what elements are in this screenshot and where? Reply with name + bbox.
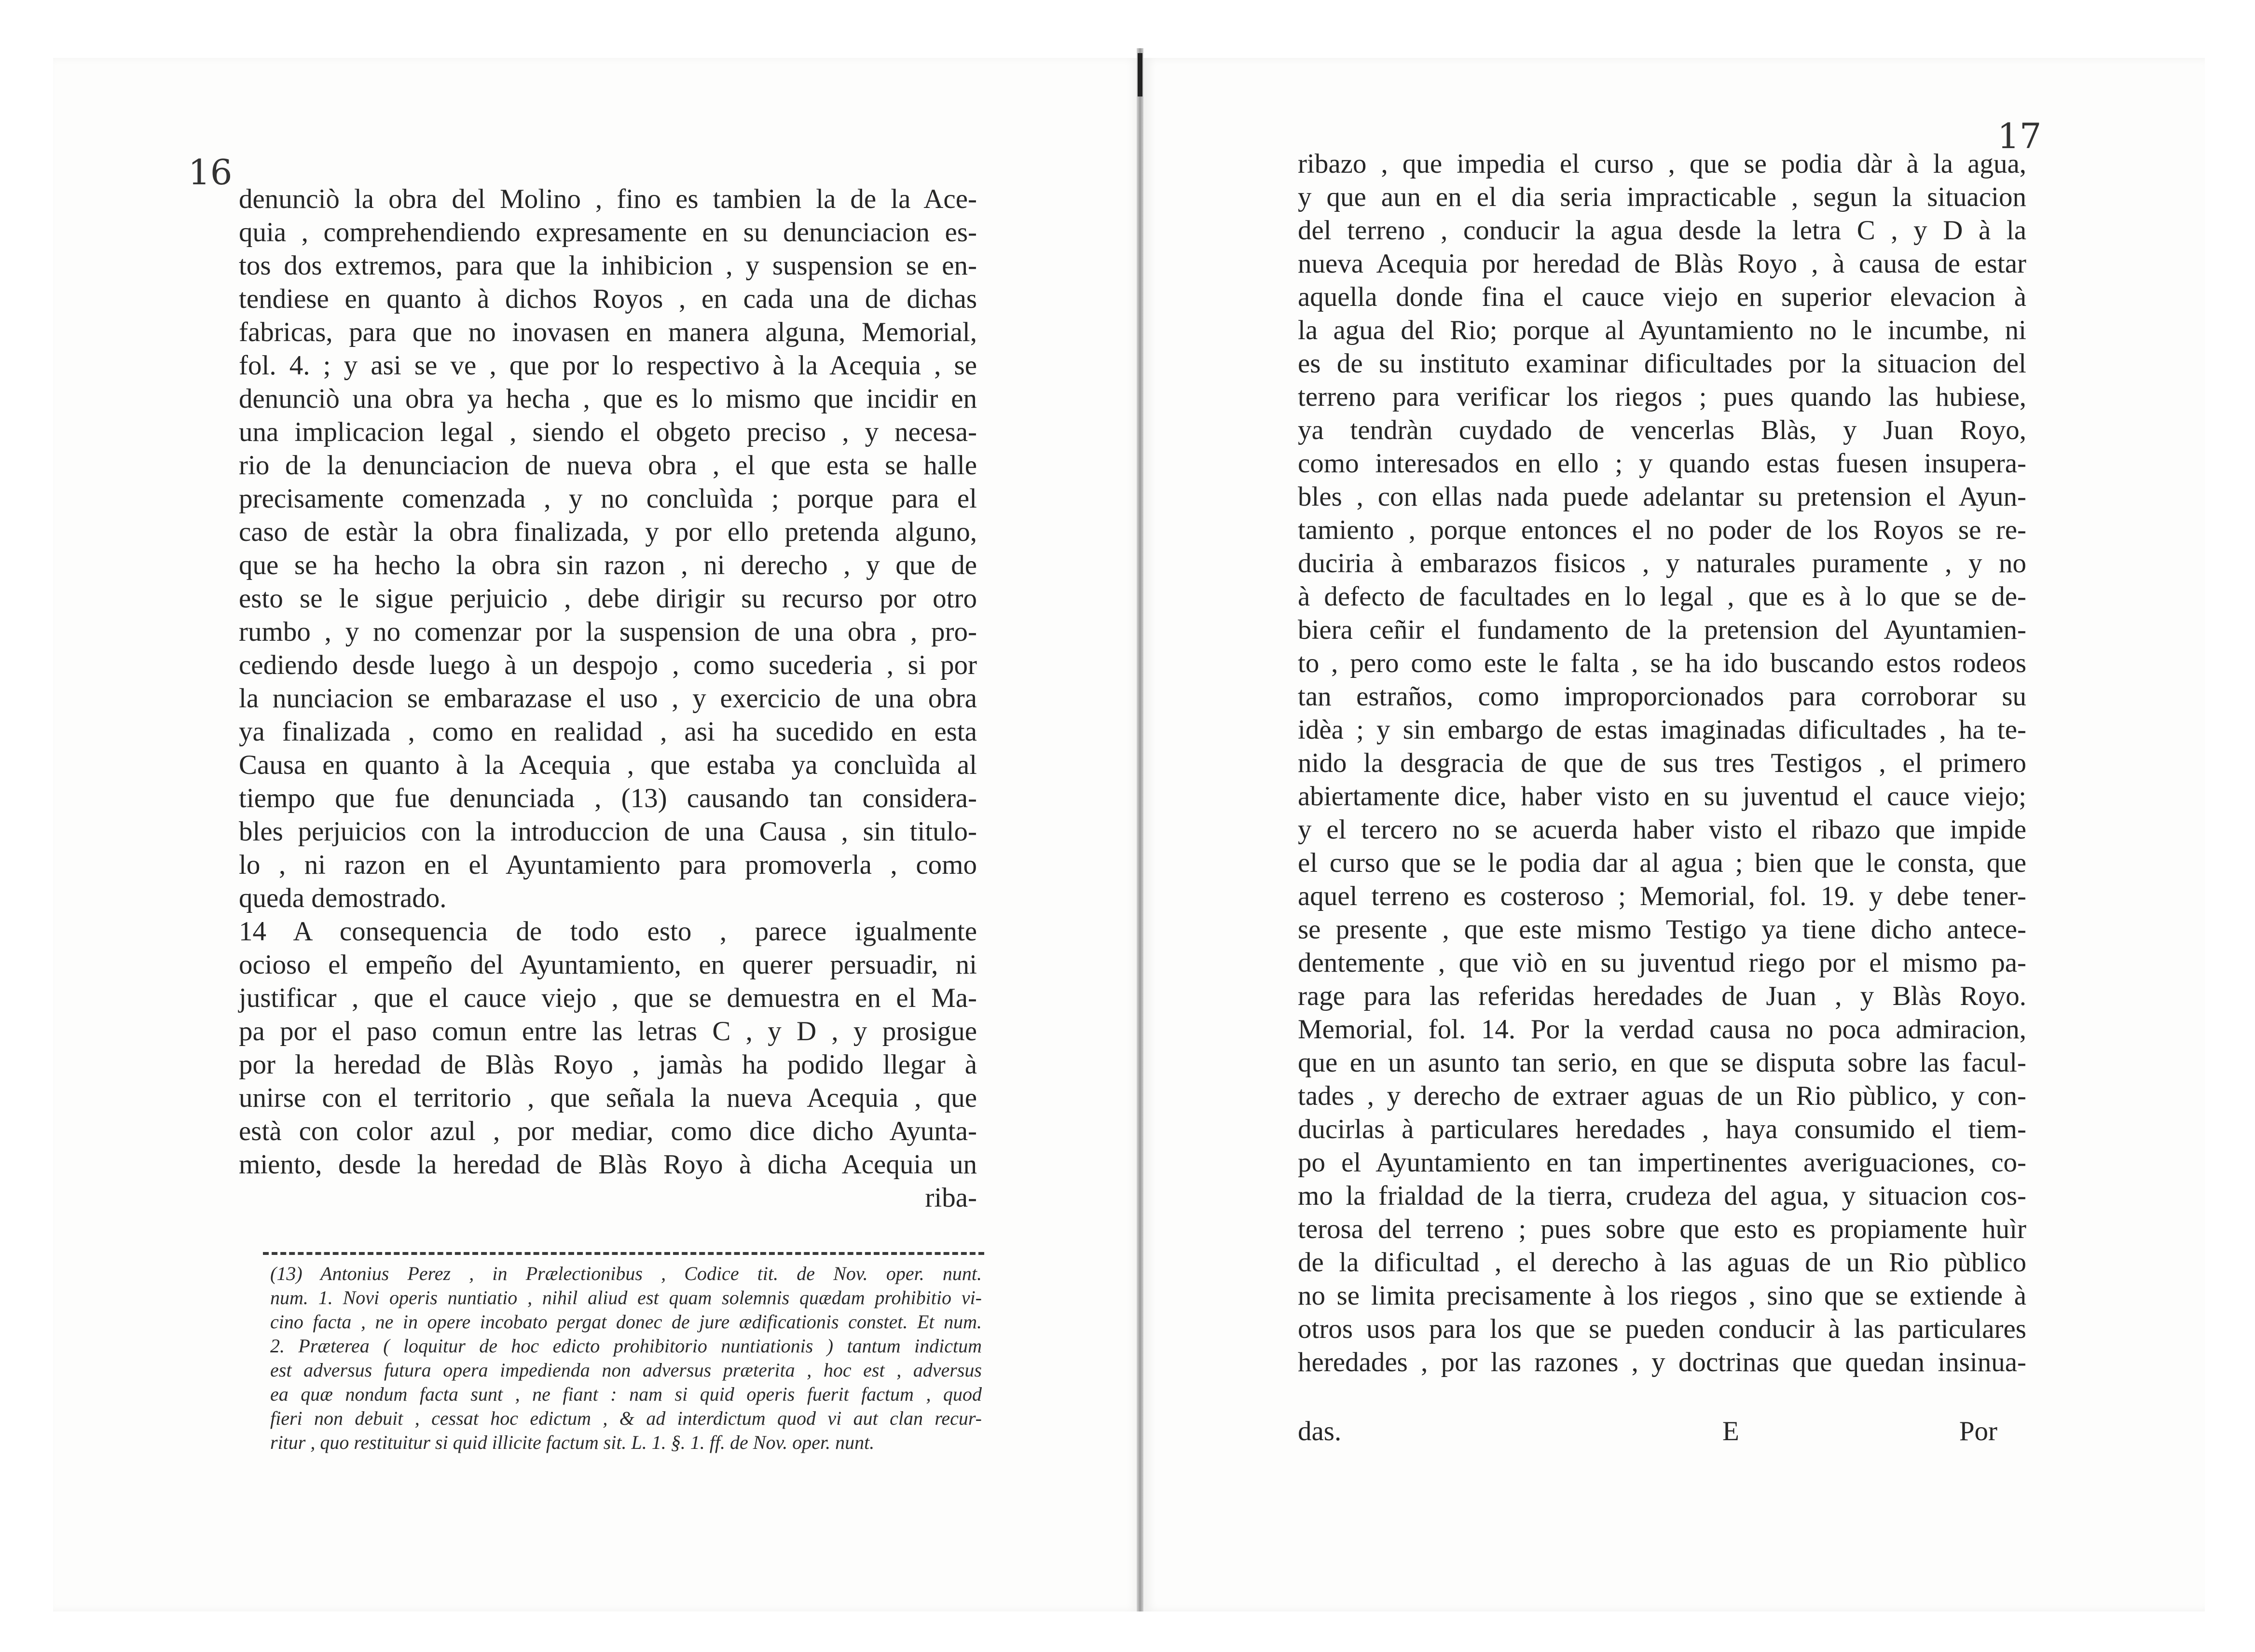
text-line: Memorial, fol. 14. Por la verdad causa no poca admiracion, xyxy=(1298,1014,2026,1045)
text-line: unirse con el territorio , que señala la nueva Acequia , que xyxy=(239,1083,977,1113)
text-line: la agua del Rio; porque al Ayuntamiento no le incumbe, ni xyxy=(1298,315,2026,345)
text-line: 14 A consequencia de todo esto , parece igualmente xyxy=(239,916,977,947)
text-line: bles perjuicios con la introduccion de una Causa , sin titulo- xyxy=(239,816,977,847)
text-line: po el Ayuntamiento en tan impertinentes averiguaciones, co- xyxy=(1298,1147,2026,1178)
text-line: tendiese en quanto à dichos Royos , en cada una de dichas xyxy=(239,284,977,314)
text-line: fabricas, para que no inovasen en manera alguna, Memorial, xyxy=(239,317,977,347)
text-line: to , pero como este le falta , se ha ido buscando estos rodeos xyxy=(1298,648,2026,678)
text-line: la nunciacion se embarazase el uso , y exercicio de una obra xyxy=(239,683,977,714)
text-line: que en un asunto tan serio, en que se disputa sobre las facul- xyxy=(1298,1047,2026,1078)
text-line: del terreno , conducir la agua desde la letra C , y D à la xyxy=(1298,215,2026,246)
text-line: rage para las referidas heredades de Juan , y Blàs Royo. xyxy=(1298,981,2026,1011)
text-line: rio de la denunciacion de nueva obra , el que esta se halle xyxy=(239,450,977,481)
text-line: terosa del terreno ; pues sobre que esto es propiamente huìr xyxy=(1298,1214,2026,1244)
text-line: el curso que se le podia dar al agua ; bien que le consta, que xyxy=(1298,848,2026,878)
text-line: nido la desgracia de que de sus tres Testigos , el primero xyxy=(1298,748,2026,778)
text-line: idèa ; y sin embargo de estas imaginadas dificultades , ha te- xyxy=(1298,715,2026,745)
text-line: ducirlas à particulares heredades , haya consumido el tiem- xyxy=(1298,1114,2026,1144)
spine-mark xyxy=(1138,53,1142,96)
text-line: justificar , que el cauce viejo , que se demuestra en el Ma- xyxy=(239,983,977,1013)
text-line: no se limita precisamente à los riegos , sino que se extiende à xyxy=(1298,1280,2026,1311)
text-line: mo la frialdad de la tierra, crudeza del agua, y situacion cos- xyxy=(1298,1181,2026,1211)
text-line: quia , comprehendiendo expresamente en su denunciacion es- xyxy=(239,217,977,248)
text-line: precisamente comenzada , y no concluìda ; porque para el xyxy=(239,483,977,514)
text-line: tos dos extremos, para que la inhibicion , y suspension se en- xyxy=(239,250,977,281)
text-line: de la dificultad , el derecho à las aguas de un Rio pùblico xyxy=(1298,1247,2026,1278)
text-line: rumbo , y no comenzar por la suspension de una obra , pro- xyxy=(239,617,977,647)
text-line: tiempo que fue denunciada , (13) causando tan considera- xyxy=(239,783,977,813)
text-line: miento, desde la heredad de Blàs Royo à dicha Acequia un xyxy=(239,1149,977,1180)
left-page-number: 16 xyxy=(188,152,233,193)
footnote-line: num. 1. Novi operis nuntiatio , nihil aliud est quam solemnis quædam prohibitio vi- xyxy=(270,1287,982,1308)
text-line: denunciò la obra del Molino , fino es tambien la de la Ace- xyxy=(239,184,977,214)
text-line: caso de estàr la obra finalizada, y por ello pretenda alguno, xyxy=(239,517,977,547)
text-line: ya tendràn cuydado de vencerlas Blàs, y Juan Royo, xyxy=(1298,415,2026,445)
text-line: ya finalizada , como en realidad , asi ha sucedido en esta xyxy=(239,716,977,747)
text-line: tades , y derecho de extraer aguas de un Rio pùblico, y con- xyxy=(1298,1081,2026,1111)
text-line: se presente , que este mismo Testigo ya tiene dicho antece- xyxy=(1298,914,2026,945)
text-line: es de su instituto examinar dificultades por la situacion del xyxy=(1298,348,2026,379)
footnote-rule xyxy=(263,1252,984,1255)
text-line: duciria à embarazos fisicos , y naturales puramente , y no xyxy=(1298,548,2026,578)
footnote xyxy=(270,1262,982,1455)
text-line: heredades , por las razones , y doctrinas que quedan insinua- xyxy=(1298,1347,2026,1377)
catchword-right: Por xyxy=(1959,1416,1997,1446)
right-page-number: 17 xyxy=(1997,116,2042,156)
right-page-body xyxy=(1298,147,2026,1379)
text-line: otros usos para los que se pueden conducir à las particulares xyxy=(1298,1314,2026,1344)
catchword-left: riba- xyxy=(925,1183,977,1213)
text-line: pa por el paso comun entre las letras C , y D , y prosigue xyxy=(239,1016,977,1046)
signature-mark: E xyxy=(1722,1416,1739,1446)
text-line: como interesados en ello ; y quando estas fuesen insupera- xyxy=(1298,448,2026,479)
text-line: terreno para verificar los riegos ; pues quando las hubiese, xyxy=(1298,382,2026,412)
footnote-line: (13) Antonius Perez , in Prælectionibus , Codice tit. de Nov. oper. nunt. xyxy=(270,1263,982,1284)
text-line: Causa en quanto à la Acequia , que estaba ya concluìda al xyxy=(239,750,977,780)
text-line: y el tercero no se acuerda haber visto el ribazo que impide xyxy=(1298,814,2026,845)
text-line: tan estraños, como improporcionados para corroborar su xyxy=(1298,681,2026,712)
text-line: biera ceñir el fundamento de la pretension del Ayuntamien- xyxy=(1298,615,2026,645)
book-gutter xyxy=(1137,48,1143,1611)
text-line: ribazo , que impedia el curso , que se podia dàr à la agua, xyxy=(1298,149,2026,179)
footnote-line: cino facta , ne in opere incobato pergat donec de jure ædificationis constet. Et num. xyxy=(270,1311,982,1333)
text-line: denunciò una obra ya hecha , que es lo mismo que incidir en xyxy=(239,384,977,414)
text-line: esto se le sigue perjuicio , debe dirigir su recurso por otro xyxy=(239,583,977,614)
text-line: à defecto de facultades en lo legal , que es à lo que se de- xyxy=(1298,581,2026,612)
left-page-body xyxy=(239,182,977,1214)
footnote-line: fieri non debuit , cessat hoc edictum , & ad interdictum quod vi aut clan recur- xyxy=(270,1407,982,1429)
text-line: lo , ni razon en el Ayuntamiento para promoverla , como xyxy=(239,850,977,880)
footnote-line: 2. Præterea ( loquitur de hoc edicto prohibitorio nuntiationis ) tantum indictum xyxy=(270,1335,982,1357)
text-line: ocioso el empeño del Ayuntamiento, en querer persuadir, ni xyxy=(239,950,977,980)
text-line: tamiento , porque entonces el no poder de los Royos se re- xyxy=(1298,515,2026,545)
footnote-line: ritur , quo restituitur si quid illicite factum sit. L. 1. §. 1. ff. de Nov. oper. nunt. xyxy=(270,1432,875,1453)
text-line: nueva Acequia por heredad de Blàs Royo , à causa de estar xyxy=(1298,248,2026,279)
text-line: bles , con ellas nada puede adelantar su pretension el Ayun- xyxy=(1298,482,2026,512)
text-line: queda demostrado. xyxy=(239,883,447,913)
text-line: que se ha hecho la obra sin razon , ni derecho , y que de xyxy=(239,550,977,580)
text-line: abiertamente dice, haber visto en su juventud el cauce viejo; xyxy=(1298,781,2026,812)
text-line: una implicacion legal , siendo el obgeto preciso , y necesa- xyxy=(239,417,977,447)
footnote-line: est adversus futura opera impedienda non adversus præterita , hoc est , adversus xyxy=(270,1359,982,1381)
text-line: està con color azul , por mediar, como dice dicho Ayunta- xyxy=(239,1116,977,1146)
final-word: das. xyxy=(1298,1416,1342,1446)
text-line: fol. 4. ; y asi se ve , que por lo respectivo à la Acequia , se xyxy=(239,350,977,381)
footnote-line: ea quæ nondum facta sunt , ne fiant : nam si quid operis fuerit factum , quod xyxy=(270,1383,982,1405)
text-line: y que aun en el dia seria impracticable , segun la situacion xyxy=(1298,182,2026,212)
text-line: por la heredad de Blàs Royo , jamàs ha podido llegar à xyxy=(239,1049,977,1080)
text-line: aquel terreno es costeroso ; Memorial, fol. 19. y debe tener- xyxy=(1298,881,2026,911)
text-line: cediendo desde luego à un despojo , como sucederia , si por xyxy=(239,650,977,680)
text-line: dentemente , que viò en su juventud riego por el mismo pa- xyxy=(1298,948,2026,978)
text-line: aquella donde fina el cauce viejo en superior elevacion à xyxy=(1298,282,2026,312)
